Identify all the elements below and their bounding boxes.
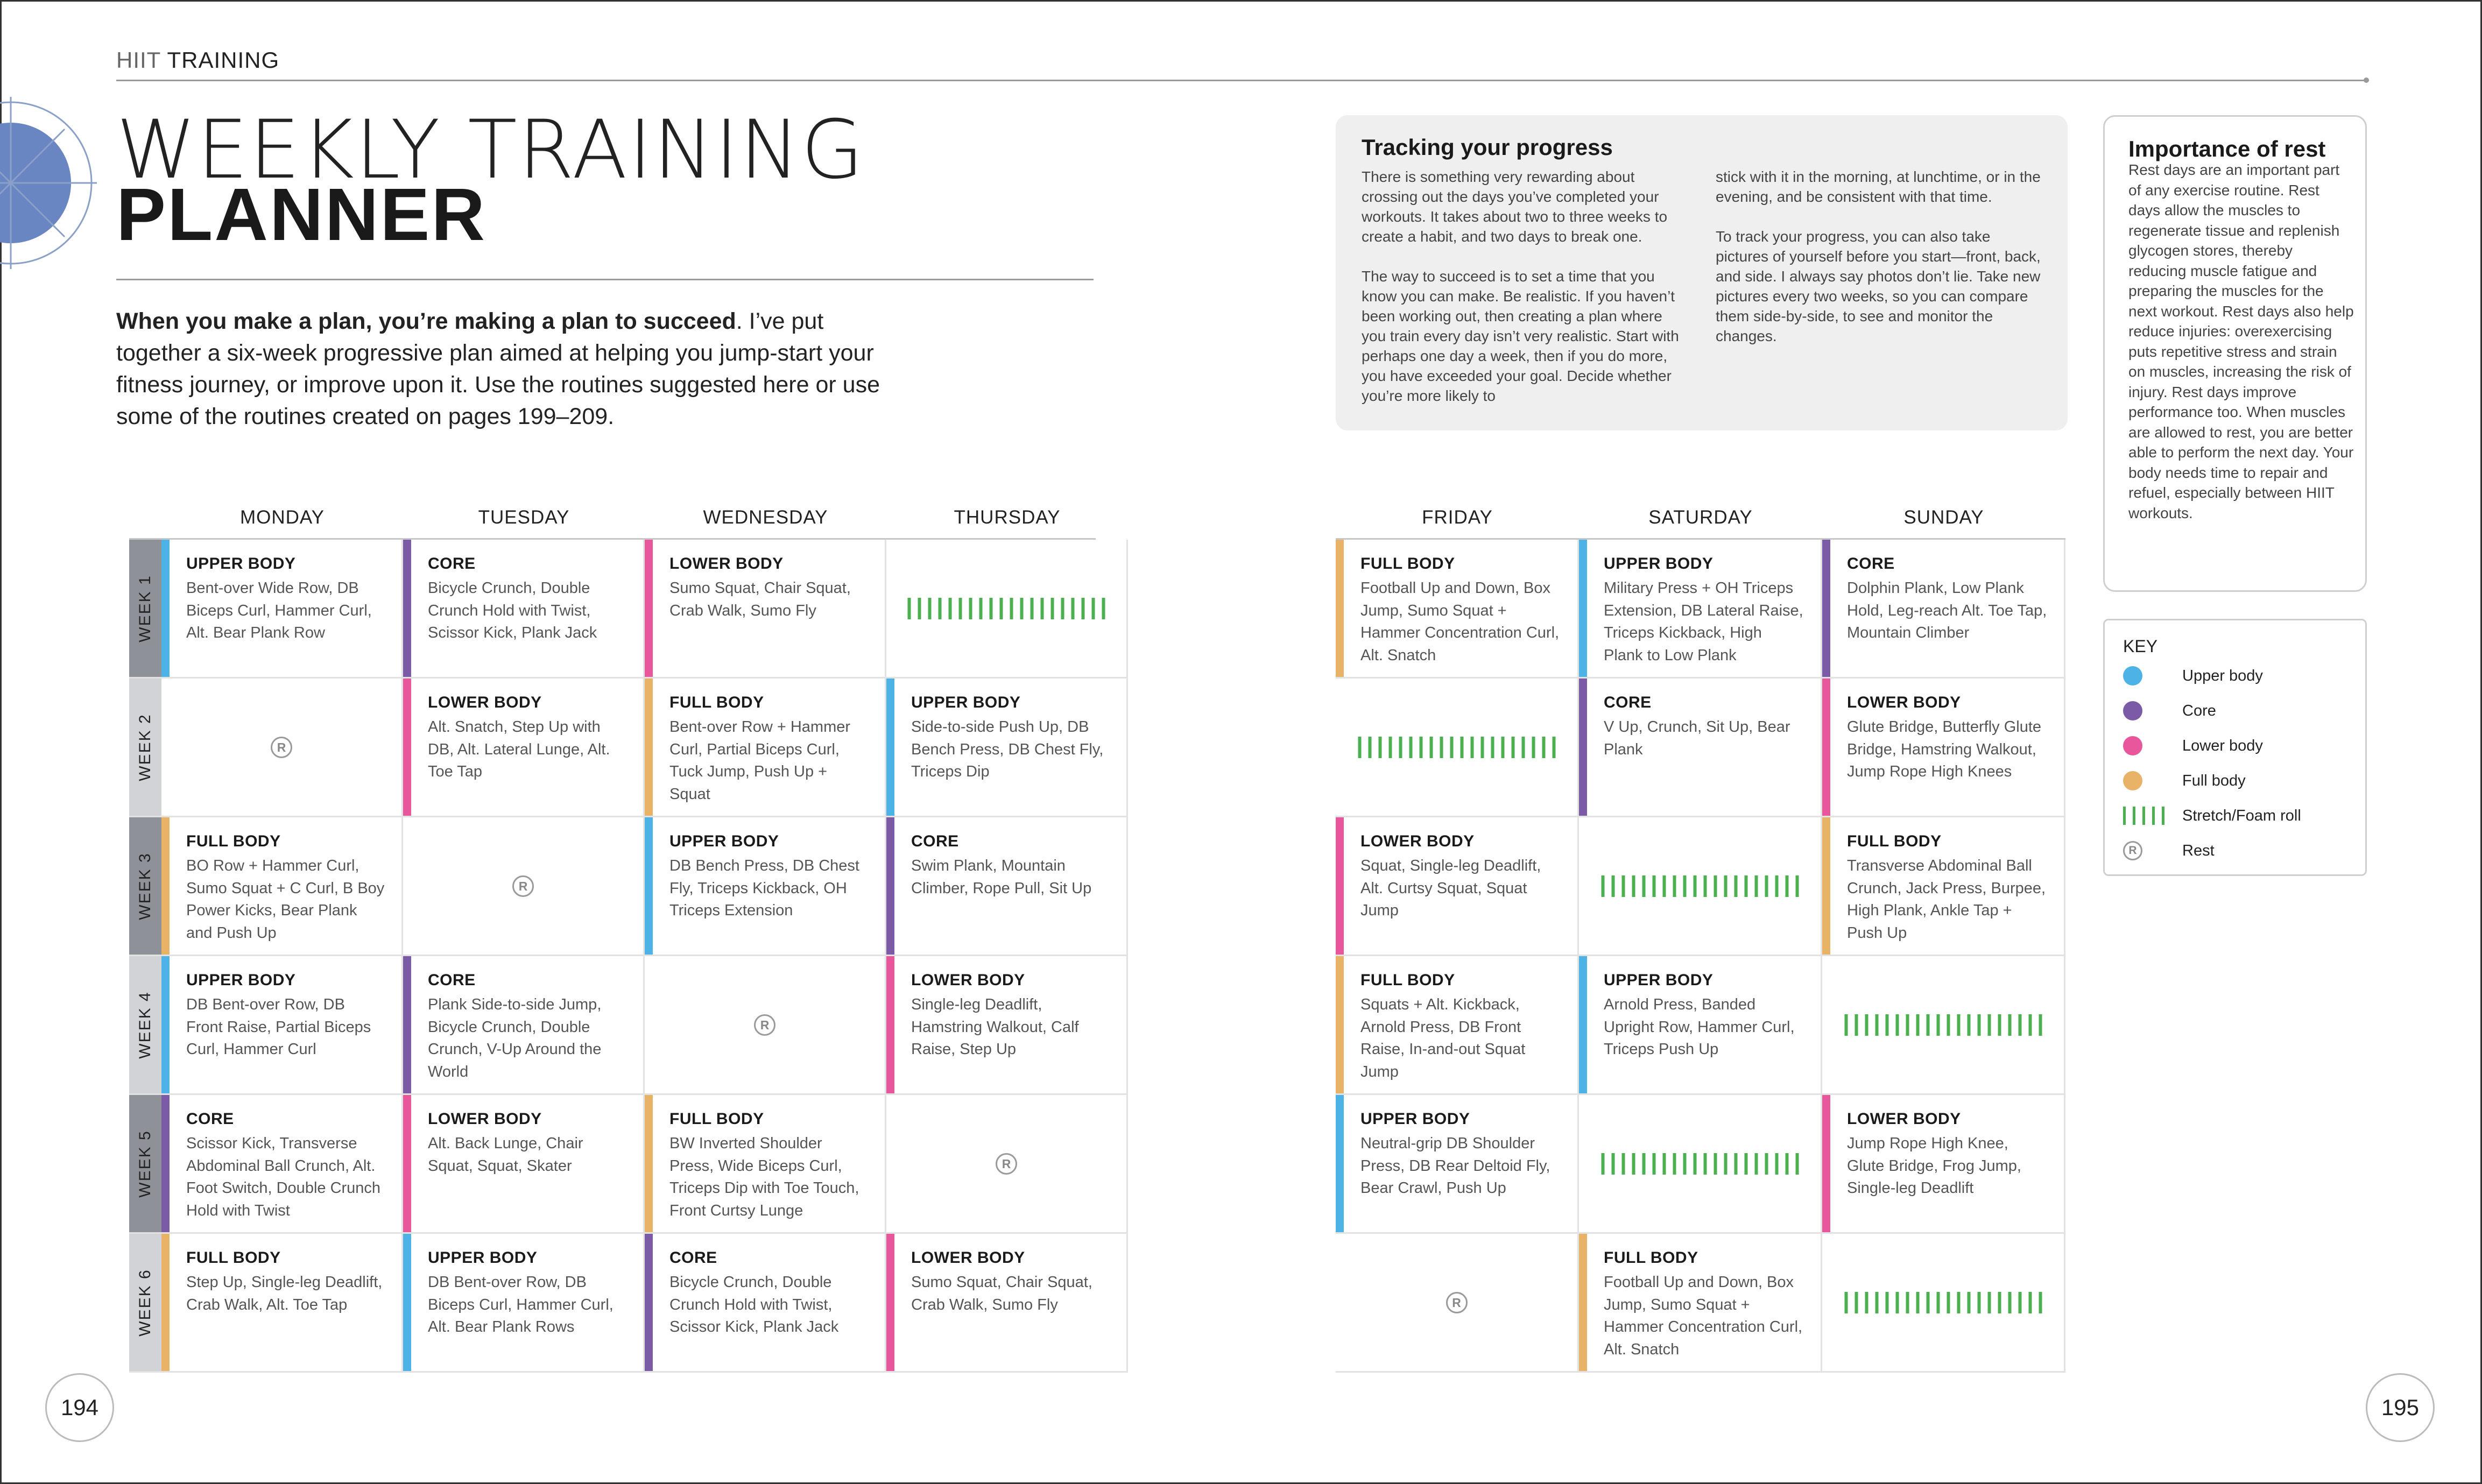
upper-color-bar [1336, 1095, 1344, 1232]
full-color-bar [1579, 1234, 1587, 1371]
day-header-wednesday: WEDNESDAY [703, 507, 828, 528]
workout-title: CORE [428, 971, 476, 989]
workout-exercises: Swim Plank, Mountain Climber, Rope Pull, Sit Up [911, 857, 1092, 897]
core-color-bar [403, 956, 411, 1093]
stretch-icon [1844, 1292, 2042, 1313]
planner-cell [1336, 817, 1579, 956]
workout-exercises: Sumo Squat, Chair Squat, Crab Walk, Sumo Fly [911, 1274, 1092, 1313]
upper-color-bar [161, 540, 170, 677]
core-color-bar [403, 540, 411, 677]
workout-exercises: Bicycle Crunch, Double Crunch Hold with Twist, Scissor Kick, Plank Jack [669, 1274, 839, 1335]
workout-title: UPPER BODY [186, 555, 296, 573]
rest-icon: R [2123, 841, 2142, 860]
planner-cell [161, 817, 403, 956]
tracking-title: Tracking your progress [1362, 135, 1613, 160]
workout-exercises: Neutral-grip DB Shoulder Press, DB Rear Deltoid Fly, Bear Crawl, Push Up [1360, 1135, 1550, 1197]
planner-cell [1579, 1095, 1822, 1234]
planner-cell [161, 1234, 403, 1373]
planner-cell [403, 1234, 645, 1373]
day-header-monday: MONDAY [239, 507, 325, 528]
key-item [2123, 732, 2349, 759]
rest-icon: R [754, 1014, 775, 1036]
workout-exercises: Side-to-side Push Up, DB Bench Press, DB Chest Fly, Triceps Dip [911, 718, 1104, 780]
planner-cell [645, 956, 886, 1095]
core-color-bar [1579, 679, 1587, 816]
lower-color-bar [645, 540, 653, 677]
workout-title: FULL BODY [186, 832, 281, 850]
planner-cell [1822, 540, 2065, 679]
workout-exercises: Alt. Snatch, Step Up with DB, Alt. Lateral Lunge, Alt. Toe Tap [428, 718, 610, 780]
planner-cell [886, 1234, 1128, 1373]
planner-cell [403, 540, 645, 679]
workout-exercises: BO Row + Hammer Curl, Sumo Squat + C Curl, B Boy Power Kicks, Bear Plank and Push Up [186, 857, 385, 942]
rest-box-title: Importance of rest [2128, 136, 2326, 161]
page-number-right: 195 [2366, 1373, 2435, 1442]
importance-of-rest-box [2103, 115, 2367, 592]
workout-exercises: Bent-over Row + Hammer Curl, Partial Biceps Curl, Tuck Jump, Push Up + Squat [669, 718, 851, 803]
key-label: Upper body [2182, 667, 2263, 684]
week-label-text: WEEK 1 [136, 574, 154, 642]
week-label [129, 1095, 161, 1234]
page-title-line2: PLANNER [116, 173, 487, 256]
key-title: KEY [2123, 637, 2158, 656]
workout-title: LOWER BODY [428, 694, 542, 711]
planner-cell [1822, 956, 2065, 1095]
header-rule [116, 80, 2366, 81]
workout-exercises: Squats + Alt. Kickback, Arnold Press, DB Front Raise, In-and-out Squat Jump [1360, 996, 1526, 1080]
section-tag-bold: TRAINING [167, 47, 280, 73]
lower-color-bar [1336, 817, 1344, 955]
week-label-text: WEEK 2 [136, 713, 154, 781]
workout-title: CORE [1847, 555, 1895, 573]
full-color-bar [1822, 817, 1830, 955]
full-color-bar [1336, 540, 1344, 677]
planner-cell [403, 956, 645, 1095]
core-color-bar [886, 817, 894, 955]
key-item [2123, 697, 2349, 724]
day-header-tuesday: TUESDAY [478, 507, 570, 528]
planner-cell [403, 817, 645, 956]
planner-cell [886, 679, 1128, 817]
planner-cell [1336, 1234, 1579, 1373]
full-color-bar [1336, 956, 1344, 1093]
stretch-icon [1601, 875, 1799, 897]
key-color-dot [2123, 736, 2142, 755]
stretch-icon [1844, 1014, 2042, 1036]
section-tag-light: HIIT [116, 47, 161, 73]
workout-title: FULL BODY [669, 1110, 764, 1128]
workout-exercises: Arnold Press, Banded Upright Row, Hammer Curl, Triceps Push Up [1604, 996, 1795, 1058]
tracking-paragraph: There is something very rewarding about crossing out the days you’ve completed your workouts. It takes about two to three weeks to create a habit, and two days to break one. [1362, 168, 1668, 245]
page-title-line1: WEEKLY TRAINING [116, 103, 865, 197]
planner-cell [1822, 1095, 2065, 1234]
workout-title: UPPER BODY [428, 1249, 538, 1267]
planner-cell [886, 956, 1128, 1095]
rest-icon: R [1446, 1292, 1468, 1313]
workout-title: CORE [911, 832, 959, 850]
workout-title: CORE [1604, 694, 1652, 711]
workout-title: FULL BODY [669, 694, 764, 711]
workout-title: FULL BODY [1604, 1249, 1698, 1267]
planner-cell [161, 679, 403, 817]
key-label: Stretch/Foam roll [2182, 807, 2301, 824]
workout-exercises: Single-leg Deadlift, Hamstring Walkout, Calf Raise, Step Up [911, 996, 1079, 1058]
key-color-dot [2123, 771, 2142, 790]
planner-cell [645, 540, 886, 679]
planner-cell [886, 540, 1128, 679]
workout-title: LOWER BODY [911, 971, 1025, 989]
workout-exercises: Sumo Squat, Chair Squat, Crab Walk, Sumo Fly [669, 580, 851, 619]
workout-title: FULL BODY [1360, 971, 1455, 989]
key-label: Full body [2182, 772, 2246, 789]
key-item [2123, 662, 2349, 689]
workout-title: CORE [186, 1110, 234, 1128]
tracking-progress-box [1336, 115, 2068, 430]
key-label: Core [2182, 702, 2216, 719]
lower-color-bar [1822, 679, 1830, 816]
stretch-icon [1601, 1153, 1799, 1175]
key-color-dot [2123, 701, 2142, 720]
workout-exercises: Squat, Single-leg Deadlift, Alt. Curtsy Squat, Squat Jump [1360, 857, 1541, 919]
workout-title: UPPER BODY [911, 694, 1021, 711]
workout-exercises: Transverse Abdominal Ball Crunch, Jack Press, Burpee, High Plank, Ankle Tap + Push Up [1847, 857, 2046, 942]
planner-cell [1579, 956, 1822, 1095]
tracking-paragraph: To track your progress, you can also take pictures of yourself before you start—front, back, and side. I always say photos don’t lie. Take new pictures every two weeks, so you can compare them side-by-side, to see and monitor the changes. [1716, 228, 2041, 344]
lower-color-bar [403, 679, 411, 816]
planner-cell [1579, 679, 1822, 817]
workout-exercises: Plank Side-to-side Jump, Bicycle Crunch, Double Crunch, V-Up Around the World [428, 996, 602, 1080]
planner-cell [1336, 679, 1579, 817]
planner-grid-right [1336, 538, 2065, 1371]
workout-exercises: Jump Rope High Knee, Glute Bridge, Frog Jump, Single-leg Deadlift [1847, 1135, 2021, 1197]
page-number-left: 194 [45, 1373, 114, 1442]
workout-title: UPPER BODY [186, 971, 296, 989]
day-header-thursday: THURSDAY [954, 507, 1061, 528]
workout-exercises: DB Bench Press, DB Chest Fly, Triceps Kickback, OH Triceps Extension [669, 857, 859, 919]
planner-cell [1579, 540, 1822, 679]
rest-box-body: Rest days are an important part of any exercise routine. Rest days allow the muscles to regenerate tissue and replenish glycogen stores, thereby reducing muscle fatigue and preparing the muscles for the next workout. Rest days also help reduce injuries: overexercising puts repetitive stress and strain on muscles, increasing the risk of injury. Rest days improve performance too. When muscles are allowed to rest, you are better able to perform the next day. Your body needs time to repair and refuel, especially between HIIT workouts. [2128, 161, 2354, 521]
lower-color-bar [886, 1234, 894, 1371]
key-color-dot [2123, 666, 2142, 686]
workout-exercises: Scissor Kick, Transverse Abdominal Ball Crunch, Alt. Foot Switch, Double Crunch Hold with Twist [186, 1135, 381, 1219]
workout-title: LOWER BODY [911, 1249, 1025, 1267]
upper-color-bar [645, 817, 653, 955]
planner-cell [1336, 956, 1579, 1095]
planner-cell [645, 1234, 886, 1373]
planner-cell [1579, 1234, 1822, 1373]
full-color-bar [645, 1095, 653, 1232]
workout-title: FULL BODY [1847, 832, 1942, 850]
core-color-bar [645, 1234, 653, 1371]
lower-color-bar [1822, 1095, 1830, 1232]
workout-title: FULL BODY [1360, 555, 1455, 573]
intro-bold: When you make a plan, you’re making a plan to succeed [116, 308, 736, 334]
workout-title: UPPER BODY [1360, 1110, 1470, 1128]
workout-exercises: Football Up and Down, Box Jump, Sumo Squat + Hammer Concentration Curl, Alt. Snatch [1360, 580, 1560, 664]
week-label-text: WEEK 6 [136, 1268, 154, 1337]
workout-title: LOWER BODY [1360, 832, 1475, 850]
planner-cell [1336, 1095, 1579, 1234]
planner-cell [161, 1095, 403, 1234]
lower-color-bar [886, 956, 894, 1093]
workout-title: LOWER BODY [1847, 694, 1961, 711]
workout-exercises: Football Up and Down, Box Jump, Sumo Squat + Hammer Concentration Curl, Alt. Snatch [1604, 1274, 1803, 1358]
planner-cell [161, 956, 403, 1095]
planner-cell [1822, 1234, 2065, 1373]
planner-cell [1822, 817, 2065, 956]
workout-exercises: Bicycle Crunch, Double Crunch Hold with Twist, Scissor Kick, Plank Jack [428, 580, 597, 641]
key-item [2123, 837, 2349, 864]
lower-color-bar [403, 1095, 411, 1232]
stretch-icon [2123, 806, 2164, 825]
rest-icon: R [271, 737, 292, 758]
week-label [129, 817, 161, 956]
key-label: Lower body [2182, 737, 2263, 754]
key-item [2123, 767, 2349, 794]
planner-cell [886, 1095, 1128, 1234]
workout-title: UPPER BODY [669, 832, 779, 850]
upper-color-bar [1579, 540, 1587, 677]
week-label-text: WEEK 5 [136, 1129, 154, 1198]
planner-cell [886, 817, 1128, 956]
planner-cell [645, 679, 886, 817]
upper-color-bar [403, 1234, 411, 1371]
workout-title: UPPER BODY [1604, 555, 1714, 573]
planner-cell [1822, 679, 2065, 817]
workout-exercises: DB Bent-over Row, DB Front Raise, Partial Biceps Curl, Hammer Curl [186, 996, 371, 1058]
workout-title: LOWER BODY [669, 555, 784, 573]
workout-exercises: Glute Bridge, Butterfly Glute Bridge, Hamstring Walkout, Jump Rope High Knees [1847, 718, 2042, 780]
full-color-bar [645, 679, 653, 816]
workout-exercises: BW Inverted Shoulder Press, Wide Biceps Curl, Triceps Dip with Toe Touch, Front Curtsy Lunge [669, 1135, 859, 1219]
rest-icon: R [996, 1153, 1017, 1175]
planner-grid-left [129, 538, 1104, 1371]
title-rule [116, 279, 1094, 280]
tracking-column-1 [1362, 167, 1690, 426]
week-label [129, 540, 161, 679]
day-header-saturday: SATURDAY [1648, 507, 1753, 528]
week-label-text: WEEK 3 [136, 852, 154, 920]
intro-paragraph [116, 306, 880, 433]
core-color-bar [1822, 540, 1830, 677]
section-tag [116, 47, 279, 73]
workout-title: LOWER BODY [1847, 1110, 1961, 1128]
workout-exercises: Military Press + OH Triceps Extension, DB Lateral Raise, Triceps Kickback, High Plank to Low Plank [1604, 580, 1803, 664]
target-decoration [0, 97, 97, 269]
workout-title: CORE [428, 555, 476, 573]
workout-title: UPPER BODY [1604, 971, 1714, 989]
workout-exercises: Alt. Back Lunge, Chair Squat, Squat, Skater [428, 1135, 583, 1175]
week-label [129, 1234, 161, 1373]
planner-cell [161, 540, 403, 679]
week-label-text: WEEK 4 [136, 991, 154, 1059]
week-label [129, 956, 161, 1095]
workout-exercises: Bent-over Wide Row, DB Biceps Curl, Hammer Curl, Alt. Bear Plank Row [186, 580, 372, 641]
tracking-paragraph: stick with it in the morning, at lunchtime, or in the evening, and be consistent with that time. [1716, 168, 2041, 205]
intro-rest: . I’ve put together a six-week progressive plan aimed at helping you jump-start your fitness journey, or improve upon it. Use the routines suggested here or use some of the routines created on pages 199–209. [116, 308, 880, 429]
day-header-friday: FRIDAY [1422, 507, 1493, 528]
full-color-bar [161, 1234, 170, 1371]
full-color-bar [161, 817, 170, 955]
workout-title: LOWER BODY [428, 1110, 542, 1128]
upper-color-bar [161, 956, 170, 1093]
core-color-bar [161, 1095, 170, 1232]
key-label: Rest [2182, 842, 2215, 859]
workout-exercises: DB Bent-over Row, DB Biceps Curl, Hammer Curl, Alt. Bear Plank Rows [428, 1274, 614, 1335]
upper-color-bar [1579, 956, 1587, 1093]
planner-cell [403, 1095, 645, 1234]
day-header-sunday: SUNDAY [1903, 507, 1984, 528]
planner-cell [403, 679, 645, 817]
planner-cell [645, 1095, 886, 1234]
stretch-icon [1358, 737, 1555, 758]
workout-title: FULL BODY [186, 1249, 281, 1267]
key-legend [2103, 619, 2367, 876]
rest-icon: R [512, 875, 534, 897]
workout-exercises: Dolphin Plank, Low Plank Hold, Leg-reach Alt. Toe Tap, Mountain Climber [1847, 580, 2047, 641]
tracking-column-2 [1716, 167, 2044, 366]
week-label [129, 679, 161, 817]
workout-title: CORE [669, 1249, 717, 1267]
upper-color-bar [886, 679, 894, 816]
stretch-icon [908, 598, 1105, 619]
tracking-paragraph: The way to succeed is to set a time that you know you can make. Be realistic. If you haven’t been working out, then creating a plan where you train every day isn’t very realistic. Start with perhaps one day a week, then if you do more, you have exceeded your goal. Decide whether you’re more likely to [1362, 268, 1679, 404]
planner-cell [1336, 540, 1579, 679]
planner-cell [1579, 817, 1822, 956]
workout-exercises: V Up, Crunch, Sit Up, Bear Plank [1604, 718, 1790, 758]
planner-cell [645, 817, 886, 956]
key-item [2123, 802, 2349, 829]
workout-exercises: Step Up, Single-leg Deadlift, Crab Walk, Alt. Toe Tap [186, 1274, 383, 1313]
